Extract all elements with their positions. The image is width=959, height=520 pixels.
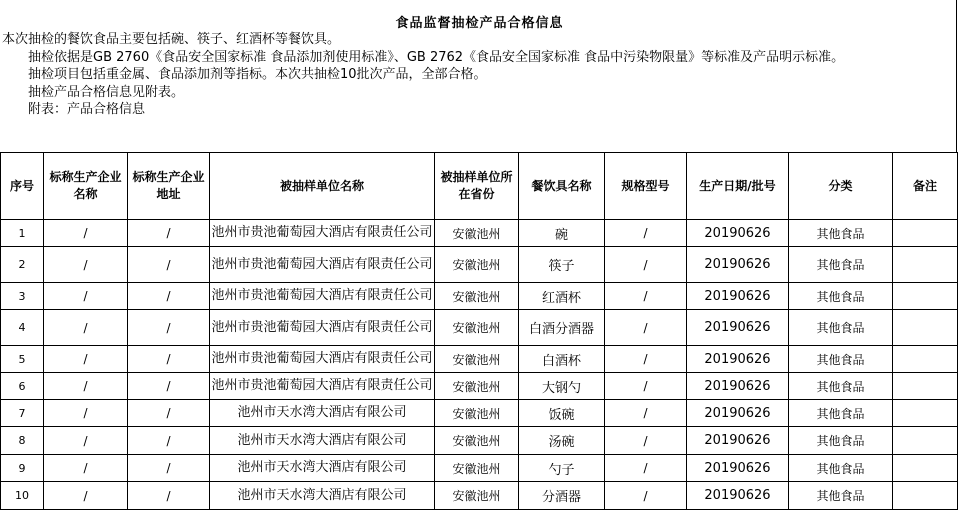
cell-address: / <box>128 427 210 455</box>
col-header-spec: 规格型号 <box>605 153 687 220</box>
cell-date: 20190626 <box>687 310 789 346</box>
cell-manufacturer: / <box>44 455 128 482</box>
cell-note <box>893 400 958 427</box>
cell-province: 安徽池州 <box>435 283 519 310</box>
cell-date: 20190626 <box>687 247 789 283</box>
cell-address: / <box>128 220 210 247</box>
cell-manufacturer: / <box>44 283 128 310</box>
cell-no: 3 <box>1 283 44 310</box>
cell-no: 4 <box>1 310 44 346</box>
cell-category: 其他食品 <box>789 400 893 427</box>
col-header-province: 被抽样单位所在省份 <box>435 153 519 220</box>
cell-sampled-unit: 池州市贵池葡萄园大酒店有限责任公司 <box>210 283 435 310</box>
cell-sampled-unit: 池州市天水湾大酒店有限公司 <box>210 427 435 455</box>
cell-sampled-unit: 池州市天水湾大酒店有限公司 <box>210 482 435 510</box>
header-row <box>1 153 958 220</box>
cell-date: 20190626 <box>687 283 789 310</box>
col-header-manufacturer: 标称生产企业名称 <box>44 153 128 220</box>
cell-spec: / <box>605 220 687 247</box>
cell-category: 其他食品 <box>789 427 893 455</box>
cell-no: 7 <box>1 400 44 427</box>
cell-address: / <box>128 482 210 510</box>
table-row <box>1 400 958 427</box>
cell-no: 2 <box>1 247 44 283</box>
cell-date: 20190626 <box>687 373 789 400</box>
cell-note <box>893 247 958 283</box>
cell-spec: / <box>605 400 687 427</box>
cell-category: 其他食品 <box>789 373 893 400</box>
cell-sampled-unit: 池州市贵池葡萄园大酒店有限责任公司 <box>210 346 435 373</box>
cell-address: / <box>128 310 210 346</box>
cell-category: 其他食品 <box>789 346 893 373</box>
cell-category: 其他食品 <box>789 220 893 247</box>
cell-spec: / <box>605 247 687 283</box>
cell-category: 其他食品 <box>789 310 893 346</box>
col-header-sampled-unit: 被抽样单位名称 <box>210 153 435 220</box>
cell-note <box>893 283 958 310</box>
cell-product: 饭碗 <box>519 400 605 427</box>
cell-manufacturer: / <box>44 346 128 373</box>
cell-sampled-unit: 池州市贵池葡萄园大酒店有限责任公司 <box>210 373 435 400</box>
table-row <box>1 427 958 455</box>
table-row <box>1 373 958 400</box>
cell-no: 5 <box>1 346 44 373</box>
cell-address: / <box>128 247 210 283</box>
cell-spec: / <box>605 346 687 373</box>
cell-sampled-unit: 池州市天水湾大酒店有限公司 <box>210 400 435 427</box>
cell-province: 安徽池州 <box>435 482 519 510</box>
cell-note <box>893 220 958 247</box>
cell-sampled-unit: 池州市贵池葡萄园大酒店有限责任公司 <box>210 310 435 346</box>
intro-line-4: 抽检产品合格信息见附表。 <box>28 84 185 100</box>
cell-date: 20190626 <box>687 346 789 373</box>
cell-note <box>893 482 958 510</box>
table-row <box>1 283 958 310</box>
table-row <box>1 220 958 247</box>
cell-manufacturer: / <box>44 220 128 247</box>
cell-note <box>893 346 958 373</box>
cell-address: / <box>128 346 210 373</box>
page-title: 食品监督抽检产品合格信息 <box>395 16 564 31</box>
cell-product: 红酒杯 <box>519 283 605 310</box>
cell-note <box>893 310 958 346</box>
cell-product: 分酒器 <box>519 482 605 510</box>
cell-category: 其他食品 <box>789 455 893 482</box>
cell-manufacturer: / <box>44 373 128 400</box>
cell-province: 安徽池州 <box>435 373 519 400</box>
table-row <box>1 310 958 346</box>
table-row <box>1 455 958 482</box>
cell-product: 白酒杯 <box>519 346 605 373</box>
cell-spec: / <box>605 482 687 510</box>
cell-no: 8 <box>1 427 44 455</box>
col-header-no: 序号 <box>1 153 44 220</box>
intro-text <box>2 31 942 119</box>
cell-sampled-unit: 池州市贵池葡萄园大酒店有限责任公司 <box>210 220 435 247</box>
cell-no: 1 <box>1 220 44 247</box>
cell-province: 安徽池州 <box>435 400 519 427</box>
cell-address: / <box>128 400 210 427</box>
table-row <box>1 346 958 373</box>
cell-date: 20190626 <box>687 400 789 427</box>
col-header-note: 备注 <box>893 153 958 220</box>
col-header-category: 分类 <box>789 153 893 220</box>
cell-province: 安徽池州 <box>435 455 519 482</box>
cell-sampled-unit: 池州市贵池葡萄园大酒店有限责任公司 <box>210 247 435 283</box>
cell-date: 20190626 <box>687 482 789 510</box>
cell-manufacturer: / <box>44 400 128 427</box>
cell-product: 汤碗 <box>519 427 605 455</box>
intro-line-1: 本次抽检的餐饮食品主要包括碗、筷子、红酒杯等餐饮具。 <box>2 32 341 47</box>
col-header-date: 生产日期/批号 <box>687 153 789 220</box>
cell-address: / <box>128 283 210 310</box>
table-row <box>1 247 958 283</box>
cell-product: 碗 <box>519 220 605 247</box>
cell-spec: / <box>605 427 687 455</box>
cell-province: 安徽池州 <box>435 427 519 455</box>
cell-province: 安徽池州 <box>435 220 519 247</box>
cell-category: 其他食品 <box>789 482 893 510</box>
cell-address: / <box>128 373 210 400</box>
cell-product: 勺子 <box>519 455 605 482</box>
cell-no: 10 <box>1 482 44 510</box>
cell-date: 20190626 <box>687 427 789 455</box>
cell-date: 20190626 <box>687 220 789 247</box>
cell-date: 20190626 <box>687 455 789 482</box>
intro-line-5: 附表：产品合格信息 <box>28 102 146 117</box>
col-header-product: 餐饮具名称 <box>519 153 605 220</box>
cell-manufacturer: / <box>44 427 128 455</box>
right-border <box>956 0 957 152</box>
cell-no: 9 <box>1 455 44 482</box>
cell-note <box>893 373 958 400</box>
cell-spec: / <box>605 283 687 310</box>
intro-line-2: 抽检依据是GB 2760《食品安全国家标准 食品添加剂使用标准》、GB 2762《食品安全国家标准 食品中污染物限量》等标准及产品明示标准。 <box>28 49 845 65</box>
col-header-address: 标称生产企业地址 <box>128 153 210 220</box>
cell-manufacturer: / <box>44 310 128 346</box>
table-row <box>1 482 958 510</box>
cell-spec: / <box>605 455 687 482</box>
cell-no: 6 <box>1 373 44 400</box>
results-table <box>0 152 958 510</box>
cell-note <box>893 427 958 455</box>
cell-province: 安徽池州 <box>435 346 519 373</box>
cell-manufacturer: / <box>44 482 128 510</box>
cell-sampled-unit: 池州市天水湾大酒店有限公司 <box>210 455 435 482</box>
cell-note <box>893 455 958 482</box>
cell-product: 白酒分酒器 <box>519 310 605 346</box>
intro-line-3: 抽检项目包括重金属、食品添加剂等指标。本次共抽检10批次产品，全部合格。 <box>28 67 487 82</box>
cell-spec: / <box>605 373 687 400</box>
cell-category: 其他食品 <box>789 247 893 283</box>
cell-product: 筷子 <box>519 247 605 283</box>
cell-category: 其他食品 <box>789 283 893 310</box>
cell-address: / <box>128 455 210 482</box>
cell-spec: / <box>605 310 687 346</box>
cell-province: 安徽池州 <box>435 310 519 346</box>
cell-province: 安徽池州 <box>435 247 519 283</box>
cell-manufacturer: / <box>44 247 128 283</box>
cell-product: 大钢勺 <box>519 373 605 400</box>
